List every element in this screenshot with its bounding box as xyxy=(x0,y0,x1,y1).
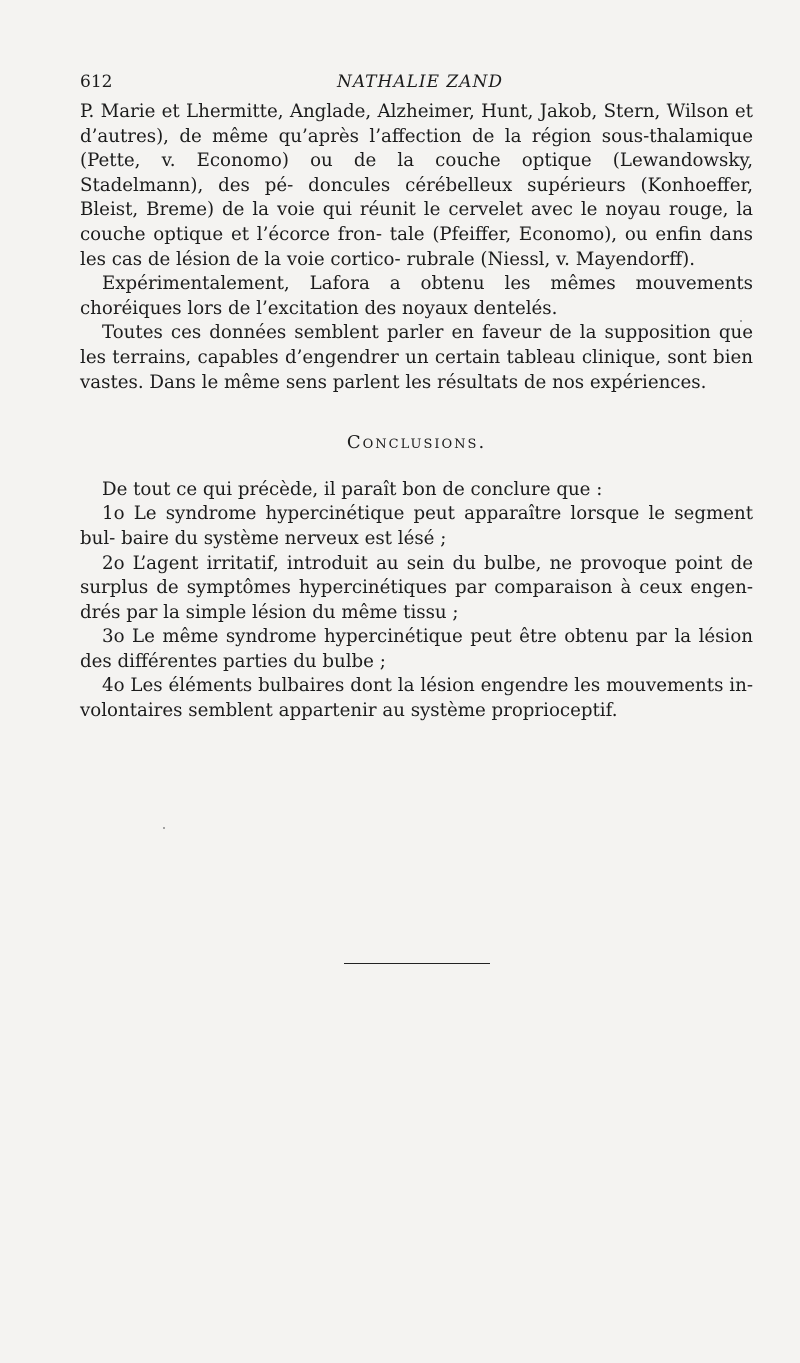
paragraph-2 xyxy=(80,272,753,321)
paragraph-1 xyxy=(80,100,753,272)
text-line: 1o Le syndrome hypercinétique peut apparaître lorsque le segment bul- xyxy=(80,503,753,549)
text-line: des différentes parties du bulbe ; xyxy=(80,650,386,672)
text-line: P. Marie et Lhermitte, Anglade, Alzheimer, Hunt, Jakob, Stern, Wilson et xyxy=(80,101,753,122)
text-line: drés par la simple lésion du même tissu ; xyxy=(80,601,459,623)
body-text xyxy=(80,100,753,724)
conclusion-item-4 xyxy=(80,674,753,723)
text-line: lors de l’excitation des noyaux dentelés. xyxy=(187,297,558,319)
text-line: v. Economo) ou de la couche optique (Lewandowsky, Stadelmann), des pé- xyxy=(80,150,753,196)
conclusions-intro: De tout ce qui précède, il paraît bon de conclure que : xyxy=(102,478,603,500)
text-line: vastes. Dans le même sens parlent les résultats de nos expériences. xyxy=(80,371,707,393)
conclusion-item-1 xyxy=(80,502,753,551)
conclusion-item-2 xyxy=(80,552,753,626)
text-line: Toutes ces données semblent parler en faveur de la supposition que les xyxy=(80,322,753,368)
text-line: 4o Les éléments bulbaires dont la lésion engendre les mouvements in- xyxy=(102,675,753,697)
text-line: Expérimentalement, Lafora a obtenu les mêmes mouvements choréiques xyxy=(80,273,753,319)
text-line: baire du système nerveux est lésé ; xyxy=(121,527,447,549)
text-line: surplus de symptômes hypercinétiques par comparaison à ceux engen- xyxy=(80,577,753,599)
speck-mark xyxy=(740,320,742,322)
text-line: 3o Le même syndrome hypercinétique peut être obtenu par la lésion xyxy=(102,626,753,648)
running-head: NATHALIE ZAND xyxy=(336,72,504,92)
text-line: tale (Pfeiffer, Economo), ou enfin dans les cas de lésion de la voie cortico- xyxy=(80,223,753,270)
paragraph-3 xyxy=(80,321,753,395)
closing-rule xyxy=(344,963,490,964)
text-line: 2o L’agent irritatif, introduit au sein du bulbe, ne provoque point de xyxy=(102,552,753,574)
page-number: 612 xyxy=(80,72,113,92)
text-line: réunit le cervelet avec le noyau rouge, la couche optique et l’écorce fron- xyxy=(80,199,753,245)
text-line: d’autres), de même qu’après l’affection de la région sous-thalamique (Pette, xyxy=(80,125,753,172)
conclusion-item-3 xyxy=(80,625,753,674)
speck-mark xyxy=(163,827,165,829)
page-header xyxy=(80,72,760,96)
section-heading: Conclusions. xyxy=(346,432,487,454)
text-line: terrains, capables d’engendrer un certain tableau clinique, sont bien xyxy=(112,346,753,368)
text-line: rubrale (Niessl, v. Mayendorff). xyxy=(406,248,696,270)
text-line: volontaires semblent appartenir au système proprioceptif. xyxy=(80,700,618,722)
text-line: doncules cérébelleux supérieurs (Konhoeffer, Bleist, Breme) de la voie qui xyxy=(80,174,753,221)
